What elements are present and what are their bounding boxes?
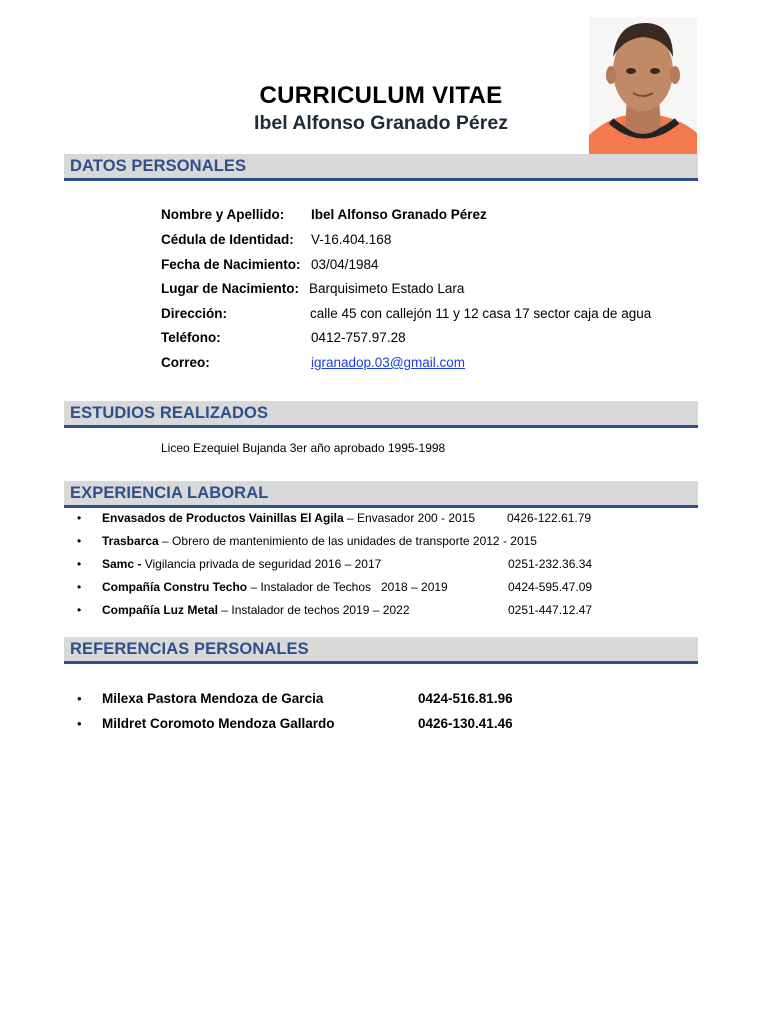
label-birth-place: Lugar de Nacimiento: [161,281,300,296]
section-title-personal: DATOS PERSONALES [70,157,247,175]
bullet-icon: • [77,511,82,525]
section-bar-studies [64,401,698,428]
bullet-icon: • [77,557,82,571]
value-address: calle 45 con callejón 11 y 12 casa 17 sector caja de agua [310,306,652,321]
section-title-studies: ESTUDIOS REALIZADOS [70,404,269,422]
experience-item [102,534,537,548]
email-link[interactable]: igranadop.03@gmail.com [311,355,466,370]
experience-item [102,603,410,617]
value-name: Ibel Alfonso Granado Pérez [311,207,487,222]
experience-company: Trasbarca [102,534,159,548]
experience-detail: – Instalador de techos 2019 – 2022 [218,603,410,617]
label-email: Correo: [161,355,210,370]
section-title-references: REFERENCIAS PERSONALES [70,640,309,658]
reference-phone: 0424-516.81.96 [418,691,513,706]
label-name: Nombre y Apellido: [161,207,285,222]
value-birth-date: 03/04/1984 [311,257,379,272]
value-birth-place: Barquisimeto Estado Lara [309,281,465,296]
experience-phone: 0424-595.47.09 [508,580,593,594]
experience-phone: 0251-447.12.47 [508,603,593,617]
experience-phone: 0426-122.61.79 [507,511,592,525]
experience-detail: Vigilancia privada de seguridad 2016 – 2017 [141,557,382,571]
label-address: Dirección: [161,306,228,321]
reference-name: Milexa Pastora Mendoza de Garcia [102,691,324,706]
document-title: CURRICULUM VITAE [259,82,503,109]
section-bar-references [64,637,698,664]
experience-phone: 0251-232.36.34 [508,557,593,571]
section-bar-personal [64,154,698,181]
experience-detail: – Obrero de mantenimiento de las unidades de transporte 2012 - 2015 [158,534,537,548]
experience-item [102,557,381,571]
bullet-icon: • [77,580,82,594]
experience-company: Envasados de Productos Vainillas El Agila [102,511,344,525]
bullet-icon: • [77,603,82,617]
bullet-icon: • [77,691,82,706]
experience-item [102,580,448,594]
reference-phone: 0426-130.41.46 [418,716,513,731]
experience-item [102,511,475,525]
experience-detail: – Instalador de Techos 2018 – 2019 [247,580,448,594]
experience-company: Samc - [102,557,142,571]
label-phone: Teléfono: [161,330,221,345]
section-bar-experience [64,481,698,508]
candidate-name: Ibel Alfonso Granado Pérez [254,112,508,134]
bullet-icon: • [77,534,82,548]
studies-line: Liceo Ezequiel Bujanda 3er año aprobado 1995-1998 [161,441,446,455]
label-birth-date: Fecha de Nacimiento: [161,257,301,272]
value-phone: 0412-757.97.28 [311,330,406,345]
reference-name: Mildret Coromoto Mendoza Gallardo [102,716,335,731]
label-id: Cédula de Identidad: [161,232,294,247]
experience-company: Compañía Luz Metal [102,603,219,617]
experience-detail: – Envasador 200 - 2015 [343,511,476,525]
value-id: V-16.404.168 [311,232,392,247]
section-title-experience: EXPERIENCIA LABORAL [70,484,269,502]
bullet-icon: • [77,716,82,731]
experience-company: Compañía Constru Techo [102,580,248,594]
